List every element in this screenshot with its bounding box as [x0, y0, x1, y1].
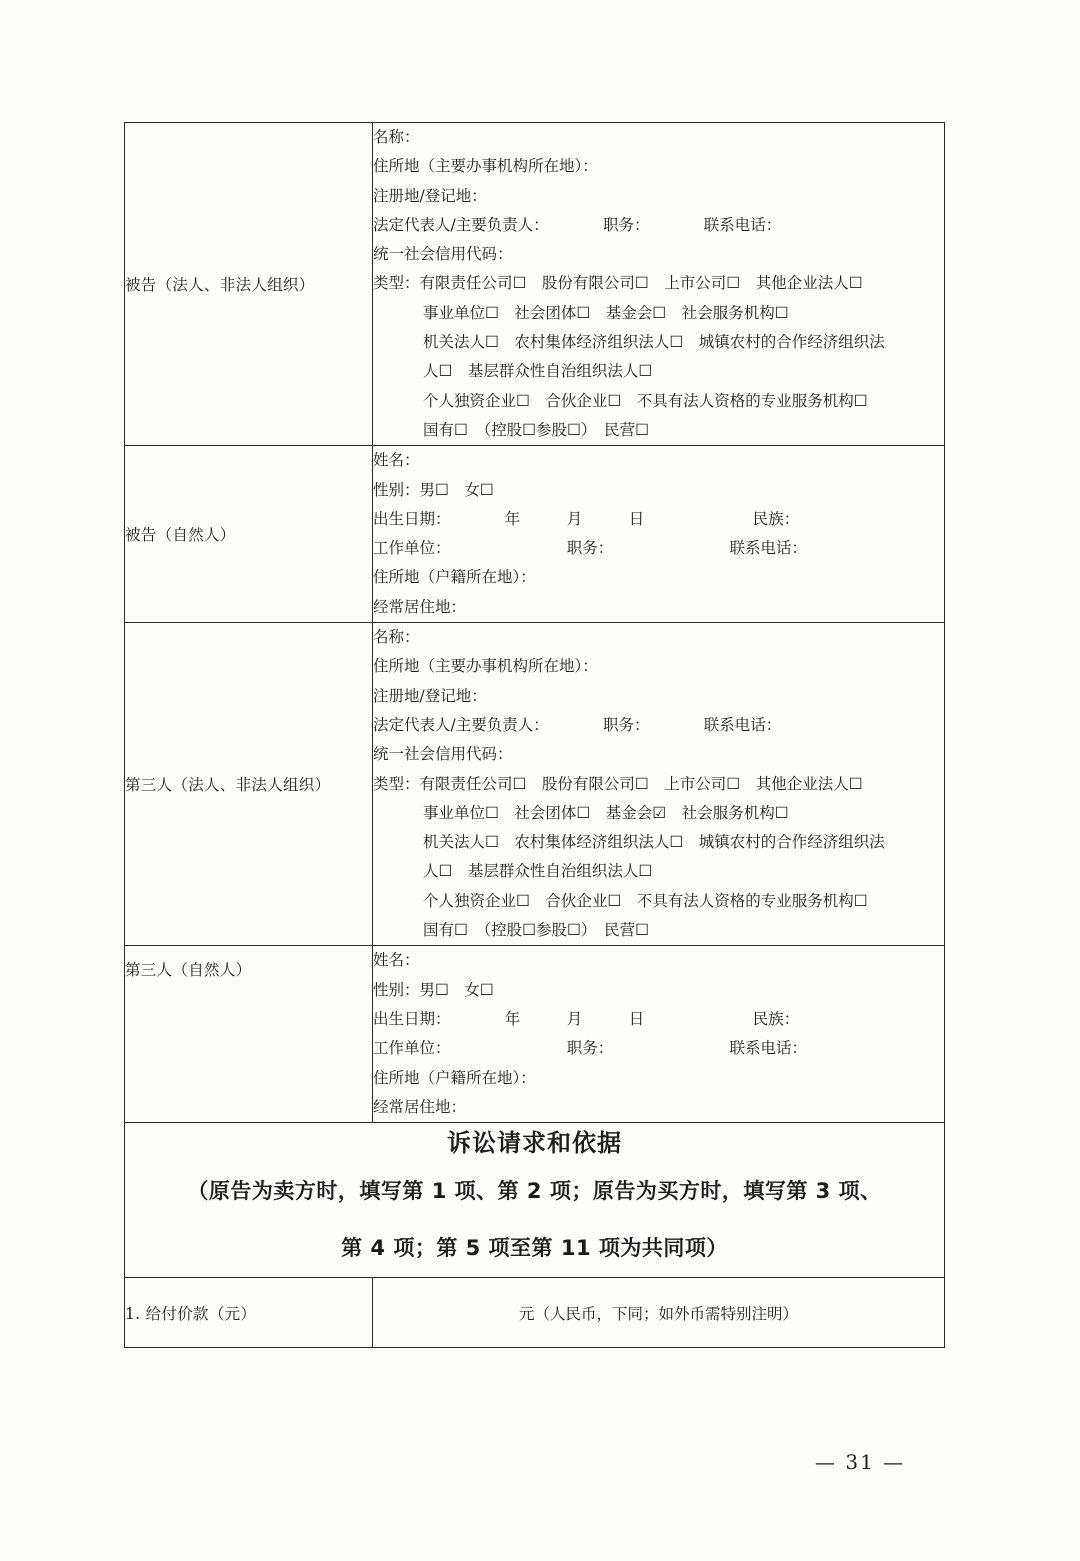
domicile-field: 住所地（主要办事机构所在地）：	[373, 157, 598, 176]
third-party-org-label: 第三人（法人、非法人组织）	[125, 623, 373, 946]
claims-header-row	[125, 1123, 945, 1278]
item1-label: 1. 给付价款（元）	[125, 1278, 373, 1348]
defendant-person-row	[125, 446, 945, 623]
credit-code-field: 统一社会信用代码：	[373, 745, 513, 764]
household-domicile-field: 住所地（户籍所在地）：	[373, 568, 536, 587]
claims-note-line-2: 第 4 项；第 5 项至第 11 项为共同项）	[341, 1236, 728, 1261]
domicile-field: 住所地（主要办事机构所在地）：	[373, 657, 598, 676]
birth-date-field: 出生日期： 年 月 日 民族：	[373, 1009, 800, 1028]
complaint-form-table	[124, 122, 945, 1348]
org-type-options: 机关法人☐ 农村集体经济组织法人☐ 城镇农村的合作经济组织法	[423, 833, 885, 852]
third-party-person-fields	[373, 946, 945, 1123]
defendant-org-fields	[373, 123, 945, 446]
third-party-person-label: 第三人（自然人）	[125, 946, 373, 1123]
birth-date-field: 出生日期： 年 月 日 民族：	[373, 509, 800, 528]
legal-representative-field: 法定代表人/主要负责人： 职务： 联系电话：	[373, 715, 782, 734]
person-name-field: 姓名：	[373, 951, 420, 970]
claims-note-line-1: （原告为卖方时，填写第 1 项、第 2 项；原告为买方时，填写第 3 项、	[187, 1179, 882, 1204]
third-party-org-row	[125, 623, 945, 946]
name-field: 名称：	[373, 628, 420, 647]
org-type-options: 类型：有限责任公司☐ 股份有限公司☐ 上市公司☐ 其他企业法人☐	[373, 774, 863, 793]
gender-options: 性别：男☐ 女☐	[373, 980, 494, 999]
defendant-person-label: 被告（自然人）	[125, 446, 373, 623]
defendant-org-row	[125, 123, 945, 446]
third-party-person-row	[125, 946, 945, 1123]
third-party-org-fields	[373, 623, 945, 946]
workplace-field: 工作单位： 职务： 联系电话：	[373, 539, 808, 558]
org-type-options: 机关法人☐ 农村集体经济组织法人☐ 城镇农村的合作经济组织法	[423, 333, 885, 352]
org-type-options: 个人独资企业☐ 合伙企业☐ 不具有法人资格的专业服务机构☐	[423, 891, 868, 910]
claims-header	[125, 1123, 945, 1278]
org-type-options: 个人独资企业☐ 合伙企业☐ 不具有法人资格的专业服务机构☐	[423, 391, 868, 410]
registration-place-field: 注册地/登记地：	[373, 686, 487, 705]
org-type-options: 人☐ 基层群众性自治组织法人☐	[423, 362, 653, 381]
defendant-org-label: 被告（法人、非法人组织）	[125, 123, 373, 446]
gender-options: 性别：男☐ 女☐	[373, 480, 494, 499]
org-type-options: 类型：有限责任公司☐ 股份有限公司☐ 上市公司☐ 其他企业法人☐	[373, 274, 863, 293]
workplace-field: 工作单位： 职务： 联系电话：	[373, 1039, 808, 1058]
person-name-field: 姓名：	[373, 451, 420, 470]
credit-code-field: 统一社会信用代码：	[373, 245, 513, 264]
item1-row	[125, 1278, 945, 1348]
household-domicile-field: 住所地（户籍所在地）：	[373, 1068, 536, 1087]
org-type-options: 人☐ 基层群众性自治组织法人☐	[423, 862, 653, 881]
name-field: 名称：	[373, 128, 420, 146]
org-type-options: 事业单位☐ 社会团体☐ 基金会☑ 社会服务机构☐	[423, 803, 789, 822]
ownership-options: 国有☐ （控股☐参股☐） 民营☐	[423, 921, 650, 940]
legal-representative-field: 法定代表人/主要负责人： 职务： 联系电话：	[373, 215, 782, 234]
page-number: — 31 —	[815, 1450, 906, 1474]
claims-title: 诉讼请求和依据	[447, 1129, 622, 1158]
residence-field: 经常居住地：	[373, 1097, 467, 1116]
defendant-person-fields	[373, 446, 945, 623]
registration-place-field: 注册地/登记地：	[373, 186, 487, 205]
residence-field: 经常居住地：	[373, 597, 467, 616]
item1-value: 元（人民币，下同；如外币需特别注明）	[373, 1278, 945, 1348]
org-type-options: 事业单位☐ 社会团体☐ 基金会☐ 社会服务机构☐	[423, 303, 789, 322]
ownership-options: 国有☐ （控股☐参股☐） 民营☐	[423, 420, 650, 439]
